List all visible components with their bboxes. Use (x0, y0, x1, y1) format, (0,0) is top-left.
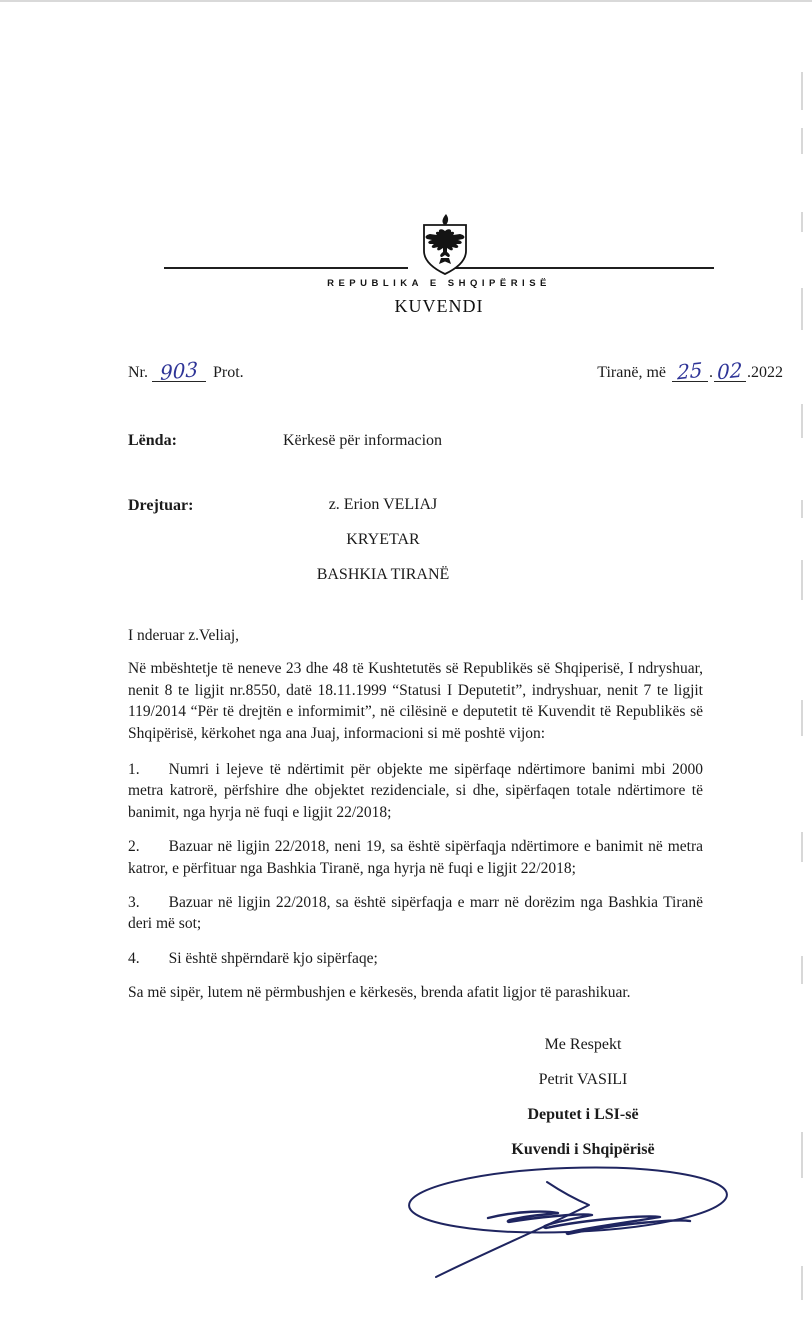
valediction: Me Respekt (544, 1036, 622, 1053)
item-text: Numri i lejeve të ndërtimit për objekte me sipërfaqe ndërtimore banimi mbi 2000 metra katrorë, përfshire dhe objektet rezidenciale, si dhe, sipërfaqen totale ndërtimore të banimit, nga hyrja në fuqi e ligjit 22/2018; (128, 761, 703, 821)
date-month-handwritten: 02 (717, 357, 743, 385)
addressee-block (283, 497, 483, 602)
scan-artifact (801, 560, 803, 600)
salutation: I nderuar z.Veliaj, (128, 627, 240, 644)
letter-body (128, 625, 703, 1017)
date-dot: . (709, 364, 713, 381)
scan-artifact (801, 404, 803, 438)
institution-title: KUVENDI (394, 296, 484, 316)
item-number: 4. (128, 949, 140, 967)
scan-artifact (801, 956, 803, 984)
item-number: 1. (128, 761, 140, 779)
signer-title: Deputet i LSI-së (527, 1106, 639, 1123)
intro-paragraph: Në mbështetje të neneve 23 dhe 48 të Kushtetutës së Republikës së Shqiperisë, I ndryshuar, nenit 8 te ligjit nr.8550, datë 18.11.1999 “Statusi I Deputetit”, indryshuar, nenit 7 te ligjit 119/2014 “Për të drejtën e informimit”, në cilësinë e deputetit të Kuvendit të Republikës së Shqipërisë, kërkohet nga ana Juaj, informacioni si më poshtë vijon: (128, 660, 703, 742)
protocol-number-line (128, 356, 244, 386)
request-item (128, 759, 703, 823)
protocol-number-handwritten: 903 (160, 356, 198, 386)
item-text: Si është shpërndarë kjo sipërfaqe; (168, 949, 378, 967)
item-text: Bazuar në ligjin 22/2018, neni 19, sa është sipërfaqja ndërtimore e banimit në metra katror, e përfituar nga Bashkia Tiranë, nga hyrja në fuqi e ligjit 22/2018; (128, 838, 703, 877)
item-number: 2. (128, 838, 140, 856)
scan-artifact (801, 832, 803, 862)
nr-prefix: Nr. (128, 364, 148, 381)
header-rule-left (164, 267, 408, 269)
scan-artifact (801, 72, 803, 110)
scan-artifact (801, 500, 803, 518)
protocol-number-slot (152, 356, 206, 386)
albanian-eagle-emblem-icon (420, 213, 470, 277)
request-item (128, 892, 703, 935)
date-month-slot (714, 357, 746, 385)
signer-institution: Kuvendi i Shqipërisë (511, 1141, 655, 1158)
scan-artifact (801, 128, 803, 154)
addressee-name: z. Erion VELIAJ (328, 496, 438, 513)
place-date-prefix: Tiranë, më (597, 364, 666, 381)
scan-artifact (801, 700, 803, 736)
scan-artifact (801, 1132, 803, 1178)
request-item (128, 836, 703, 879)
header-rule-right (450, 267, 714, 269)
signature-block (468, 1036, 698, 1176)
closing-line: Sa më sipër, lutem në përmbushjen e kërkesës, brenda afatit ligjor të parashikuar. (128, 984, 631, 1002)
subject-value: Kërkesë për informacion (283, 432, 443, 449)
scan-edge-top (0, 0, 812, 2)
addressee-institution: BASHKIA TIRANË (316, 566, 450, 583)
nr-suffix: Prot. (213, 364, 244, 381)
request-item (128, 948, 703, 969)
signer-name: Petrit VASILI (538, 1071, 628, 1088)
scan-artifact (801, 212, 803, 232)
item-number: 3. (128, 894, 140, 912)
item-text: Bazuar në ligjin 22/2018, sa është sipërfaqja e marr në dorëzim nga Bashkia Tiranë deri më sot; (128, 894, 703, 933)
republic-label: REPUBLIKA E SHQIPËRISË (327, 278, 551, 289)
place-date-line (597, 357, 783, 385)
subject-label: Lënda: (128, 432, 177, 449)
scan-artifact (801, 288, 803, 330)
addressee-role: KRYETAR (346, 531, 420, 548)
date-year: .2022 (747, 364, 783, 381)
handwritten-signature-icon (396, 1160, 741, 1290)
date-day-slot (672, 357, 708, 385)
date-day-handwritten: 25 (677, 357, 703, 385)
addressee-label: Drejtuar: (128, 497, 194, 514)
scan-artifact (801, 1266, 803, 1300)
